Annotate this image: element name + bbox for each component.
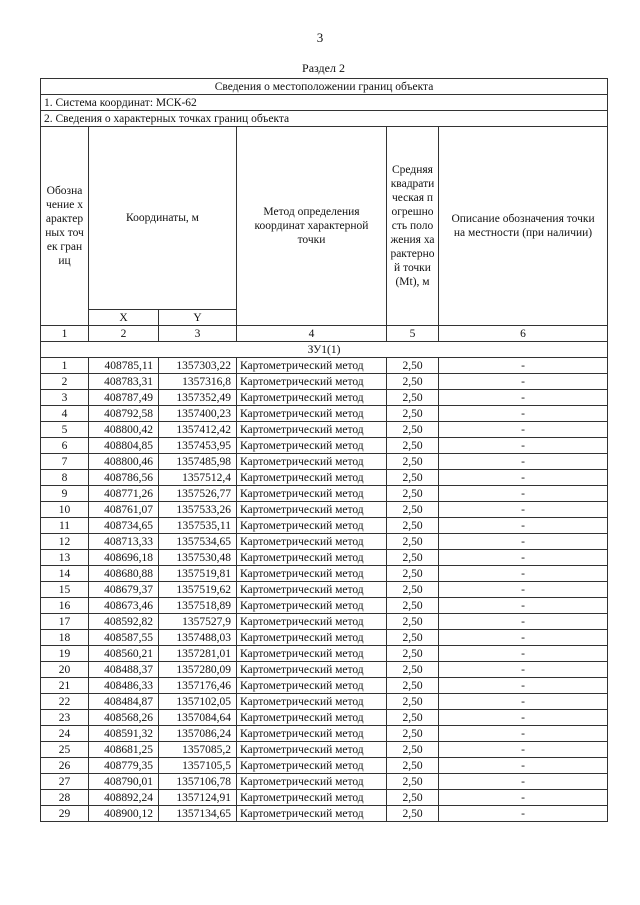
coord-x: 408792,58 [89,406,159,422]
method: Картометрический метод [237,486,387,502]
coord-y: 1357281,01 [159,646,237,662]
method: Картометрический метод [237,614,387,630]
table-row [41,470,608,486]
table-row [41,758,608,774]
mt-error: 2,50 [387,726,439,742]
table-row [41,438,608,454]
coord-y: 1357102,05 [159,694,237,710]
method: Картометрический метод [237,694,387,710]
coord-x: 408790,01 [89,774,159,790]
point-number: 21 [41,678,89,694]
point-number: 10 [41,502,89,518]
point-number: 17 [41,614,89,630]
mt-error: 2,50 [387,614,439,630]
table-row [41,454,608,470]
description: - [439,550,608,566]
point-number: 18 [41,630,89,646]
coord-y: 1357512,4 [159,470,237,486]
mt-error: 2,50 [387,358,439,374]
description: - [439,406,608,422]
column-numbers-row [41,326,608,342]
description: - [439,518,608,534]
method: Картометрический метод [237,470,387,486]
table-row [41,742,608,758]
method: Картометрический метод [237,582,387,598]
mt-error: 2,50 [387,790,439,806]
description: - [439,534,608,550]
mt-error: 2,50 [387,582,439,598]
coord-x: 408486,33 [89,678,159,694]
method: Картометрический метод [237,774,387,790]
method: Картометрический метод [237,438,387,454]
mt-error: 2,50 [387,502,439,518]
header-y: Y [159,310,237,326]
table-row [41,646,608,662]
description: - [439,630,608,646]
coord-x: 408488,37 [89,662,159,678]
method: Картометрический метод [237,566,387,582]
table-row [41,406,608,422]
coord-y: 1357412,42 [159,422,237,438]
coord-y: 1357316,8 [159,374,237,390]
coord-y: 1357280,09 [159,662,237,678]
coord-x: 408592,82 [89,614,159,630]
point-number: 6 [41,438,89,454]
table-row [41,774,608,790]
table-row [41,662,608,678]
coord-y: 1357527,9 [159,614,237,630]
mt-error: 2,50 [387,758,439,774]
point-number: 9 [41,486,89,502]
point-number: 16 [41,598,89,614]
coord-x: 408568,26 [89,710,159,726]
header-coordinates: Координаты, м [89,127,237,310]
description: - [439,502,608,518]
method: Картометрический метод [237,758,387,774]
mt-error: 2,50 [387,806,439,822]
column-number: 4 [237,326,387,342]
method: Картометрический метод [237,422,387,438]
coord-y: 1357530,48 [159,550,237,566]
point-number: 5 [41,422,89,438]
header-error: Средняя квадратическая погрешность положения характерной точки (Mt), м [387,127,439,326]
table-row [41,390,608,406]
method: Картометрический метод [237,662,387,678]
coord-x: 408892,24 [89,790,159,806]
coord-y: 1357084,64 [159,710,237,726]
table-row [41,678,608,694]
point-number: 12 [41,534,89,550]
coord-x: 408900,12 [89,806,159,822]
mt-error: 2,50 [387,774,439,790]
description: - [439,438,608,454]
table-title: Сведения о местоположении границ объекта [41,79,608,95]
description: - [439,390,608,406]
description: - [439,774,608,790]
method: Картометрический метод [237,790,387,806]
table-row [41,614,608,630]
coord-x: 408785,11 [89,358,159,374]
point-number: 11 [41,518,89,534]
point-number: 24 [41,726,89,742]
coord-y: 1357453,95 [159,438,237,454]
point-number: 1 [41,358,89,374]
column-number: 1 [41,326,89,342]
coord-y: 1357106,78 [159,774,237,790]
description: - [439,614,608,630]
mt-error: 2,50 [387,534,439,550]
coord-x: 408800,42 [89,422,159,438]
method: Картометрический метод [237,678,387,694]
coord-x: 408783,31 [89,374,159,390]
mt-error: 2,50 [387,630,439,646]
point-number: 3 [41,390,89,406]
description: - [439,454,608,470]
method: Картометрический метод [237,726,387,742]
mt-error: 2,50 [387,470,439,486]
coord-y: 1357519,81 [159,566,237,582]
description: - [439,662,608,678]
mt-error: 2,50 [387,486,439,502]
column-number: 6 [439,326,608,342]
description: - [439,646,608,662]
coord-x: 408734,65 [89,518,159,534]
table-row [41,790,608,806]
header-description: Описание обозначения точки на местности (при наличии) [439,127,608,326]
coord-x: 408804,85 [89,438,159,454]
mt-error: 2,50 [387,694,439,710]
coord-x: 408680,88 [89,566,159,582]
coord-y: 1357085,2 [159,742,237,758]
point-number: 14 [41,566,89,582]
description: - [439,742,608,758]
mt-error: 2,50 [387,662,439,678]
point-number: 19 [41,646,89,662]
coord-x: 408560,21 [89,646,159,662]
table-row [41,694,608,710]
coord-system-row: 1. Система координат: МСК-62 [41,95,608,111]
coord-y: 1357134,65 [159,806,237,822]
points-header-row: 2. Сведения о характерных точках границ объекта [41,111,608,127]
method: Картометрический метод [237,550,387,566]
point-number: 15 [41,582,89,598]
coord-x: 408591,32 [89,726,159,742]
mt-error: 2,50 [387,406,439,422]
point-number: 20 [41,662,89,678]
coord-y: 1357535,11 [159,518,237,534]
point-number: 29 [41,806,89,822]
group-label: ЗУ1(1) [41,342,608,358]
description: - [439,678,608,694]
description: - [439,694,608,710]
coord-y: 1357485,98 [159,454,237,470]
method: Картометрический метод [237,534,387,550]
description: - [439,566,608,582]
method: Картометрический метод [237,630,387,646]
description: - [439,422,608,438]
table-row [41,710,608,726]
description: - [439,582,608,598]
method: Картометрический метод [237,742,387,758]
table-row [41,726,608,742]
mt-error: 2,50 [387,390,439,406]
coord-y: 1357400,23 [159,406,237,422]
coord-x: 408786,56 [89,470,159,486]
table-row [41,630,608,646]
table-row [41,358,608,374]
coord-y: 1357519,62 [159,582,237,598]
coord-x: 408484,87 [89,694,159,710]
method: Картометрический метод [237,806,387,822]
mt-error: 2,50 [387,742,439,758]
coord-y: 1357352,49 [159,390,237,406]
table-row [41,486,608,502]
mt-error: 2,50 [387,422,439,438]
coord-y: 1357534,65 [159,534,237,550]
method: Картометрический метод [237,406,387,422]
coord-x: 408713,33 [89,534,159,550]
mt-error: 2,50 [387,678,439,694]
description: - [439,470,608,486]
table-row [41,550,608,566]
header-designation: Обозначение характерных точек границ [41,127,89,326]
point-number: 22 [41,694,89,710]
coord-x: 408587,55 [89,630,159,646]
description: - [439,358,608,374]
coord-x: 408761,07 [89,502,159,518]
coord-y: 1357105,5 [159,758,237,774]
boundary-points-table [40,78,608,822]
coord-x: 408696,18 [89,550,159,566]
header-method: Метод определения координат характерной точки [237,127,387,326]
method: Картометрический метод [237,646,387,662]
column-number: 2 [89,326,159,342]
coord-y: 1357526,77 [159,486,237,502]
page-number: 3 [316,30,324,45]
mt-error: 2,50 [387,566,439,582]
section-title: Раздел 2 [302,61,345,75]
table-row [41,502,608,518]
description: - [439,598,608,614]
point-number: 26 [41,758,89,774]
description: - [439,374,608,390]
point-number: 28 [41,790,89,806]
description: - [439,790,608,806]
method: Картометрический метод [237,358,387,374]
table-row [41,582,608,598]
mt-error: 2,50 [387,710,439,726]
method: Картометрический метод [237,502,387,518]
coord-y: 1357124,91 [159,790,237,806]
point-number: 25 [41,742,89,758]
mt-error: 2,50 [387,550,439,566]
mt-error: 2,50 [387,454,439,470]
coord-x: 408673,46 [89,598,159,614]
coord-x: 408787,49 [89,390,159,406]
point-number: 27 [41,774,89,790]
coord-x: 408800,46 [89,454,159,470]
mt-error: 2,50 [387,598,439,614]
method: Картометрический метод [237,374,387,390]
method: Картометрический метод [237,518,387,534]
column-number: 3 [159,326,237,342]
table-row [41,534,608,550]
table-row [41,422,608,438]
mt-error: 2,50 [387,438,439,454]
coord-y: 1357488,03 [159,630,237,646]
coord-y: 1357303,22 [159,358,237,374]
method: Картометрический метод [237,390,387,406]
coord-x: 408679,37 [89,582,159,598]
point-number: 13 [41,550,89,566]
coord-x: 408779,35 [89,758,159,774]
description: - [439,726,608,742]
table-row [41,598,608,614]
mt-error: 2,50 [387,374,439,390]
description: - [439,806,608,822]
table-row [41,566,608,582]
point-number: 23 [41,710,89,726]
coord-y: 1357176,46 [159,678,237,694]
point-number: 8 [41,470,89,486]
description: - [439,486,608,502]
mt-error: 2,50 [387,646,439,662]
table-row [41,518,608,534]
point-number: 7 [41,454,89,470]
method: Картометрический метод [237,710,387,726]
point-number: 4 [41,406,89,422]
table-row [41,374,608,390]
mt-error: 2,50 [387,518,439,534]
coord-x: 408681,25 [89,742,159,758]
column-number: 5 [387,326,439,342]
method: Картометрический метод [237,454,387,470]
header-x: X [89,310,159,326]
coord-y: 1357533,26 [159,502,237,518]
description: - [439,710,608,726]
description: - [439,758,608,774]
table-row [41,806,608,822]
method: Картометрический метод [237,598,387,614]
coord-x: 408771,26 [89,486,159,502]
coord-y: 1357086,24 [159,726,237,742]
point-number: 2 [41,374,89,390]
coord-y: 1357518,89 [159,598,237,614]
